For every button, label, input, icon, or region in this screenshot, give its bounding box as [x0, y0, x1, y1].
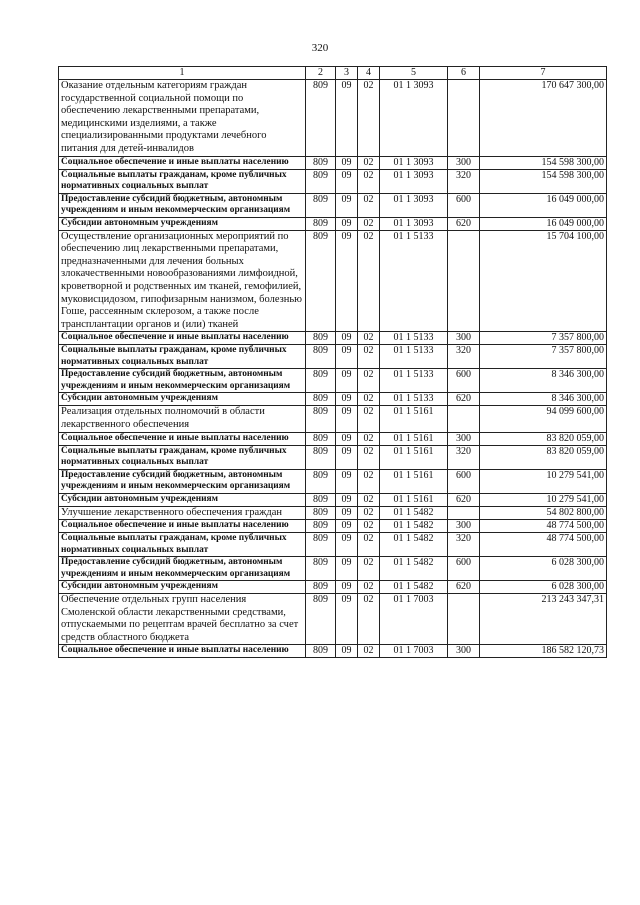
cell-code-2: 809 [306, 520, 336, 533]
table-row [59, 445, 607, 469]
cell-code-6: 600 [448, 469, 480, 493]
cell-code-3: 09 [336, 156, 358, 169]
table-row [59, 345, 607, 369]
table-row [59, 169, 607, 193]
table-row [59, 432, 607, 445]
cell-code-5: 01 1 5133 [380, 393, 448, 406]
column-number: 5 [380, 67, 448, 80]
cell-code-2: 809 [306, 217, 336, 230]
table-row [59, 332, 607, 345]
cell-code-5: 01 1 3093 [380, 169, 448, 193]
cell-code-4: 02 [358, 156, 380, 169]
cell-code-3: 09 [336, 469, 358, 493]
cell-code-2: 809 [306, 557, 336, 581]
column-number: 1 [59, 67, 306, 80]
cell-code-6 [448, 80, 480, 157]
cell-code-2: 809 [306, 80, 336, 157]
cell-code-6 [448, 594, 480, 645]
cell-code-3: 09 [336, 80, 358, 157]
cell-code-2: 809 [306, 506, 336, 520]
table-row [59, 645, 607, 658]
cell-amount: 6 028 300,00 [480, 581, 607, 594]
cell-amount: 83 820 059,00 [480, 432, 607, 445]
cell-code-4: 02 [358, 520, 380, 533]
cell-amount: 8 346 300,00 [480, 369, 607, 393]
cell-code-4: 02 [358, 80, 380, 157]
column-number: 6 [448, 67, 480, 80]
cell-code-3: 09 [336, 369, 358, 393]
cell-code-5: 01 1 5482 [380, 520, 448, 533]
cell-code-3: 09 [336, 445, 358, 469]
table-row [59, 393, 607, 406]
cell-code-4: 02 [358, 557, 380, 581]
cell-code-4: 02 [358, 169, 380, 193]
cell-code-5: 01 1 5133 [380, 369, 448, 393]
cell-code-5: 01 1 3093 [380, 80, 448, 157]
cell-code-2: 809 [306, 432, 336, 445]
cell-code-3: 09 [336, 557, 358, 581]
cell-code-5: 01 1 5133 [380, 332, 448, 345]
row-name: Реализация отдельных полномочий в области лекарственного обеспечения [59, 406, 306, 432]
cell-code-2: 809 [306, 369, 336, 393]
cell-code-5: 01 1 5133 [380, 230, 448, 332]
cell-code-3: 09 [336, 645, 358, 658]
cell-code-4: 02 [358, 332, 380, 345]
table-row [59, 217, 607, 230]
cell-code-5: 01 1 3093 [380, 217, 448, 230]
column-number: 3 [336, 67, 358, 80]
cell-code-6 [448, 506, 480, 520]
cell-code-4: 02 [358, 217, 380, 230]
table-row [59, 406, 607, 432]
cell-amount: 154 598 300,00 [480, 156, 607, 169]
budget-table-body [59, 67, 607, 658]
cell-code-6: 300 [448, 432, 480, 445]
cell-code-4: 02 [358, 581, 380, 594]
cell-code-5: 01 1 5161 [380, 432, 448, 445]
cell-code-4: 02 [358, 506, 380, 520]
row-name: Предоставление субсидий бюджетным, автономным учреждениям и иным некоммерческим организациям [59, 369, 306, 393]
cell-code-5: 01 1 3093 [380, 193, 448, 217]
cell-code-5: 01 1 5133 [380, 345, 448, 369]
row-name: Субсидии автономным учреждениям [59, 393, 306, 406]
cell-code-6: 300 [448, 156, 480, 169]
cell-code-3: 09 [336, 393, 358, 406]
table-row [59, 520, 607, 533]
table-row [59, 230, 607, 332]
table-row [59, 193, 607, 217]
table-row [59, 581, 607, 594]
cell-code-4: 02 [358, 406, 380, 432]
row-name: Социальное обеспечение и иные выплаты населению [59, 520, 306, 533]
cell-code-4: 02 [358, 533, 380, 557]
row-name: Предоставление субсидий бюджетным, автономным учреждениям и иным некоммерческим организациям [59, 557, 306, 581]
cell-code-2: 809 [306, 393, 336, 406]
cell-code-6: 620 [448, 393, 480, 406]
cell-code-5: 01 1 5161 [380, 493, 448, 506]
row-name: Предоставление субсидий бюджетным, автономным учреждениям и иным некоммерческим организациям [59, 193, 306, 217]
cell-code-4: 02 [358, 493, 380, 506]
row-name: Предоставление субсидий бюджетным, автономным учреждениям и иным некоммерческим организациям [59, 469, 306, 493]
cell-code-5: 01 1 5482 [380, 557, 448, 581]
column-number: 7 [480, 67, 607, 80]
cell-code-2: 809 [306, 533, 336, 557]
table-row [59, 469, 607, 493]
cell-code-6 [448, 230, 480, 332]
row-name: Осуществление организационных мероприятий по обеспечению лиц лекарственными препаратами, предназначенными для лечения больных злокачественными новообразованиями лимфоидной, кроветворной и родственных им тканей, гемофилией, муковисцидозом, гипофизарным нанизмом, болезнью Гоше, рассеянным склерозом, а также после трансплантации органов и (или) тканей [59, 230, 306, 332]
cell-code-3: 09 [336, 169, 358, 193]
cell-code-4: 02 [358, 469, 380, 493]
row-name: Социальные выплаты гражданам, кроме публичных нормативных социальных выплат [59, 533, 306, 557]
row-name: Социальное обеспечение и иные выплаты населению [59, 156, 306, 169]
cell-code-5: 01 1 3093 [380, 156, 448, 169]
cell-code-2: 809 [306, 445, 336, 469]
cell-amount: 94 099 600,00 [480, 406, 607, 432]
row-name: Субсидии автономным учреждениям [59, 493, 306, 506]
cell-code-6: 320 [448, 169, 480, 193]
cell-code-4: 02 [358, 645, 380, 658]
cell-code-5: 01 1 5482 [380, 581, 448, 594]
cell-code-3: 09 [336, 520, 358, 533]
cell-code-4: 02 [358, 594, 380, 645]
cell-code-2: 809 [306, 156, 336, 169]
cell-code-6: 320 [448, 345, 480, 369]
cell-code-3: 09 [336, 432, 358, 445]
cell-code-3: 09 [336, 230, 358, 332]
table-row [59, 594, 607, 645]
table-row [59, 533, 607, 557]
cell-amount: 16 049 000,00 [480, 217, 607, 230]
table-row [59, 80, 607, 157]
cell-amount: 48 774 500,00 [480, 520, 607, 533]
table-row [59, 506, 607, 520]
cell-code-6: 620 [448, 581, 480, 594]
row-name: Субсидии автономным учреждениям [59, 217, 306, 230]
cell-code-3: 09 [336, 506, 358, 520]
cell-code-3: 09 [336, 406, 358, 432]
cell-code-4: 02 [358, 432, 380, 445]
column-number: 2 [306, 67, 336, 80]
cell-code-6: 300 [448, 332, 480, 345]
row-name: Социальное обеспечение и иные выплаты населению [59, 332, 306, 345]
table-row [59, 156, 607, 169]
cell-code-6: 600 [448, 193, 480, 217]
cell-code-5: 01 1 5161 [380, 406, 448, 432]
table-header-row [59, 67, 607, 80]
table-row [59, 369, 607, 393]
cell-code-5: 01 1 7003 [380, 645, 448, 658]
cell-code-2: 809 [306, 332, 336, 345]
cell-code-5: 01 1 7003 [380, 594, 448, 645]
row-name: Оказание отдельным категориям граждан государственной социальной помощи по обеспечению лекарственными препаратами, медицинскими изделиями, а также специализированными продуктами лечебного питания для детей-инвалидов [59, 80, 306, 157]
cell-amount: 154 598 300,00 [480, 169, 607, 193]
cell-amount: 170 647 300,00 [480, 80, 607, 157]
cell-code-6 [448, 406, 480, 432]
cell-code-6: 600 [448, 557, 480, 581]
cell-amount: 48 774 500,00 [480, 533, 607, 557]
cell-code-3: 09 [336, 581, 358, 594]
cell-amount: 7 357 800,00 [480, 332, 607, 345]
row-name: Обеспечение отдельных групп населения Смоленской области лекарственными средствами, отпускаемыми по рецептам врачей бесплатно за счет средств областного бюджета [59, 594, 306, 645]
cell-code-5: 01 1 5161 [380, 469, 448, 493]
cell-amount: 16 049 000,00 [480, 193, 607, 217]
column-number: 4 [358, 67, 380, 80]
cell-code-6: 320 [448, 533, 480, 557]
cell-code-2: 809 [306, 594, 336, 645]
cell-code-5: 01 1 5161 [380, 445, 448, 469]
row-name: Субсидии автономным учреждениям [59, 581, 306, 594]
cell-code-2: 809 [306, 406, 336, 432]
cell-code-3: 09 [336, 493, 358, 506]
row-name: Социальное обеспечение и иные выплаты населению [59, 645, 306, 658]
cell-code-6: 300 [448, 520, 480, 533]
cell-amount: 186 582 120,73 [480, 645, 607, 658]
cell-amount: 213 243 347,31 [480, 594, 607, 645]
cell-code-6: 320 [448, 445, 480, 469]
cell-code-4: 02 [358, 393, 380, 406]
row-name: Улучшение лекарственного обеспечения граждан [59, 506, 306, 520]
cell-code-2: 809 [306, 493, 336, 506]
cell-code-2: 809 [306, 581, 336, 594]
cell-code-2: 809 [306, 230, 336, 332]
cell-code-2: 809 [306, 645, 336, 658]
cell-code-4: 02 [358, 345, 380, 369]
row-name: Социальные выплаты гражданам, кроме публичных нормативных социальных выплат [59, 445, 306, 469]
table-row [59, 493, 607, 506]
cell-code-6: 600 [448, 369, 480, 393]
cell-amount: 8 346 300,00 [480, 393, 607, 406]
page-number: 320 [311, 42, 329, 54]
cell-code-5: 01 1 5482 [380, 533, 448, 557]
cell-code-2: 809 [306, 469, 336, 493]
cell-amount: 6 028 300,00 [480, 557, 607, 581]
row-name: Социальные выплаты гражданам, кроме публичных нормативных социальных выплат [59, 345, 306, 369]
row-name: Социальное обеспечение и иные выплаты населению [59, 432, 306, 445]
cell-code-3: 09 [336, 594, 358, 645]
cell-amount: 10 279 541,00 [480, 469, 607, 493]
cell-code-4: 02 [358, 230, 380, 332]
cell-amount: 83 820 059,00 [480, 445, 607, 469]
cell-code-5: 01 1 5482 [380, 506, 448, 520]
cell-code-4: 02 [358, 369, 380, 393]
row-name: Социальные выплаты гражданам, кроме публичных нормативных социальных выплат [59, 169, 306, 193]
cell-code-4: 02 [358, 193, 380, 217]
cell-code-2: 809 [306, 169, 336, 193]
cell-code-2: 809 [306, 345, 336, 369]
cell-code-3: 09 [336, 533, 358, 557]
cell-code-3: 09 [336, 332, 358, 345]
cell-amount: 7 357 800,00 [480, 345, 607, 369]
table-row [59, 557, 607, 581]
cell-code-6: 620 [448, 217, 480, 230]
cell-amount: 10 279 541,00 [480, 493, 607, 506]
cell-code-3: 09 [336, 217, 358, 230]
cell-amount: 15 704 100,00 [480, 230, 607, 332]
cell-code-3: 09 [336, 193, 358, 217]
cell-code-6: 300 [448, 645, 480, 658]
cell-amount: 54 802 800,00 [480, 506, 607, 520]
budget-table [58, 66, 607, 658]
cell-code-6: 620 [448, 493, 480, 506]
cell-code-4: 02 [358, 445, 380, 469]
cell-code-3: 09 [336, 345, 358, 369]
cell-code-2: 809 [306, 193, 336, 217]
